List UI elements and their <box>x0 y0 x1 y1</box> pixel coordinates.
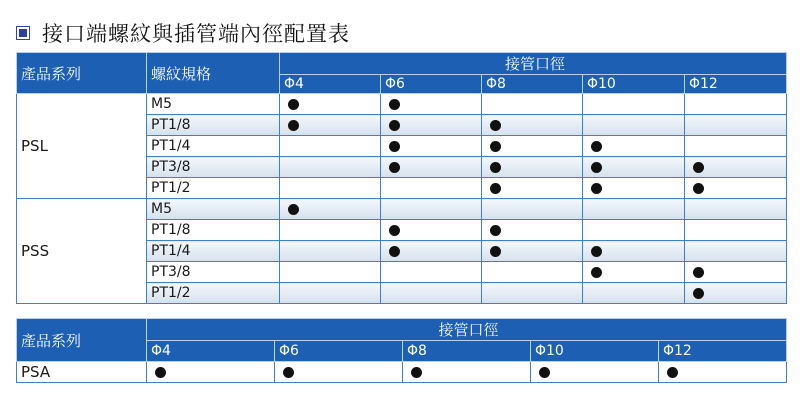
compat-cell <box>685 262 787 283</box>
compat-cell <box>482 199 583 220</box>
compatible-dot-icon <box>389 246 400 257</box>
compatible-dot-icon <box>693 288 704 299</box>
compatible-dot-icon <box>591 141 602 152</box>
thread-header: 螺紋規格 <box>147 53 280 94</box>
compat-cell <box>280 283 381 304</box>
compat-cell <box>381 241 482 262</box>
thread-cell: PT1/4 <box>147 136 280 157</box>
compat-cell <box>381 94 482 115</box>
series-cell: PSS <box>17 199 147 304</box>
compatible-dot-icon <box>539 367 550 378</box>
compat-cell <box>147 362 275 383</box>
thread-cell: PT1/8 <box>147 115 280 136</box>
compat-cell <box>280 136 381 157</box>
compat-cell <box>583 241 685 262</box>
page-title: 接口端螺紋與插管端內徑配置表 <box>42 22 350 46</box>
compat-cell <box>275 362 403 383</box>
compatible-dot-icon <box>490 162 501 173</box>
compat-cell <box>482 136 583 157</box>
compat-cell <box>381 136 482 157</box>
config-table-psa <box>16 318 787 383</box>
tube-size-3: Φ10 <box>531 341 659 362</box>
compatible-dot-icon <box>490 225 501 236</box>
compat-cell <box>381 199 482 220</box>
compatible-dot-icon <box>490 141 501 152</box>
compat-cell <box>381 283 482 304</box>
compat-cell <box>381 262 482 283</box>
compatible-dot-icon <box>411 367 422 378</box>
tube-size-header: 接管口徑 <box>280 53 787 75</box>
compat-cell <box>403 362 531 383</box>
compatible-dot-icon <box>591 246 602 257</box>
compat-cell <box>381 178 482 199</box>
compat-cell <box>583 115 685 136</box>
compat-cell <box>531 362 659 383</box>
compatible-dot-icon <box>288 120 299 131</box>
tube-size-0: Φ4 <box>280 75 381 94</box>
compat-cell <box>482 157 583 178</box>
compat-cell <box>583 136 685 157</box>
compatible-dot-icon <box>693 183 704 194</box>
compatible-dot-icon <box>490 120 501 131</box>
compat-cell <box>685 241 787 262</box>
compatible-dot-icon <box>693 267 704 278</box>
tube-size-1: Φ6 <box>381 75 482 94</box>
compat-cell <box>482 220 583 241</box>
compat-cell <box>583 157 685 178</box>
thread-cell: M5 <box>147 199 280 220</box>
compatible-dot-icon <box>591 162 602 173</box>
table-row <box>17 362 787 383</box>
compatible-dot-icon <box>389 120 400 131</box>
compat-cell <box>482 178 583 199</box>
compat-cell <box>685 115 787 136</box>
thread-cell: PT1/2 <box>147 178 280 199</box>
compat-cell <box>583 262 685 283</box>
compat-cell <box>583 178 685 199</box>
compat-cell <box>280 115 381 136</box>
tube-size-1: Φ6 <box>275 341 403 362</box>
thread-cell: M5 <box>147 94 280 115</box>
tube-size-2: Φ8 <box>482 75 583 94</box>
compat-cell <box>659 362 787 383</box>
compatible-dot-icon <box>591 267 602 278</box>
compatible-dot-icon <box>591 183 602 194</box>
compatible-dot-icon <box>389 99 400 110</box>
page-header <box>16 18 350 48</box>
series-cell: PSL <box>17 94 147 199</box>
compatible-dot-icon <box>389 141 400 152</box>
compatible-dot-icon <box>490 183 501 194</box>
compatible-dot-icon <box>389 162 400 173</box>
compat-cell <box>482 262 583 283</box>
tube-size-4: Φ12 <box>659 341 787 362</box>
tube-size-0: Φ4 <box>147 341 275 362</box>
tube-size-2: Φ8 <box>403 341 531 362</box>
compatible-dot-icon <box>288 99 299 110</box>
compat-cell <box>280 199 381 220</box>
thread-cell: PT1/2 <box>147 283 280 304</box>
compatible-dot-icon <box>693 162 704 173</box>
compat-cell <box>381 115 482 136</box>
compat-cell <box>685 199 787 220</box>
compatible-dot-icon <box>283 367 294 378</box>
compat-cell <box>583 220 685 241</box>
compat-cell <box>482 94 583 115</box>
compat-cell <box>482 115 583 136</box>
compat-cell <box>280 178 381 199</box>
compat-cell <box>381 220 482 241</box>
compatible-dot-icon <box>667 367 678 378</box>
compat-cell <box>583 199 685 220</box>
series-header: 產品系列 <box>17 319 147 362</box>
compatible-dot-icon <box>288 204 299 215</box>
thread-cell: PT3/8 <box>147 262 280 283</box>
config-table-main <box>16 52 787 304</box>
square-bullet-icon <box>16 26 30 40</box>
compatible-dot-icon <box>389 225 400 236</box>
table-row <box>17 94 787 115</box>
thread-cell: PT1/4 <box>147 241 280 262</box>
compat-cell <box>685 94 787 115</box>
tube-size-3: Φ10 <box>583 75 685 94</box>
compat-cell <box>685 157 787 178</box>
series-cell: PSA <box>17 362 147 383</box>
compatible-dot-icon <box>490 246 501 257</box>
compat-cell <box>381 157 482 178</box>
compat-cell <box>280 241 381 262</box>
compat-cell <box>583 94 685 115</box>
compat-cell <box>280 94 381 115</box>
compat-cell <box>685 136 787 157</box>
compat-cell <box>280 157 381 178</box>
compat-cell <box>583 283 685 304</box>
series-header: 產品系列 <box>17 53 147 94</box>
compat-cell <box>482 283 583 304</box>
compat-cell <box>685 178 787 199</box>
tube-size-4: Φ12 <box>685 75 787 94</box>
compatible-dot-icon <box>155 367 166 378</box>
compat-cell <box>482 241 583 262</box>
compat-cell <box>685 220 787 241</box>
compat-cell <box>685 283 787 304</box>
compat-cell <box>280 220 381 241</box>
tube-size-header: 接管口徑 <box>147 319 787 341</box>
compat-cell <box>280 262 381 283</box>
thread-cell: PT1/8 <box>147 220 280 241</box>
table-row <box>17 199 787 220</box>
thread-cell: PT3/8 <box>147 157 280 178</box>
